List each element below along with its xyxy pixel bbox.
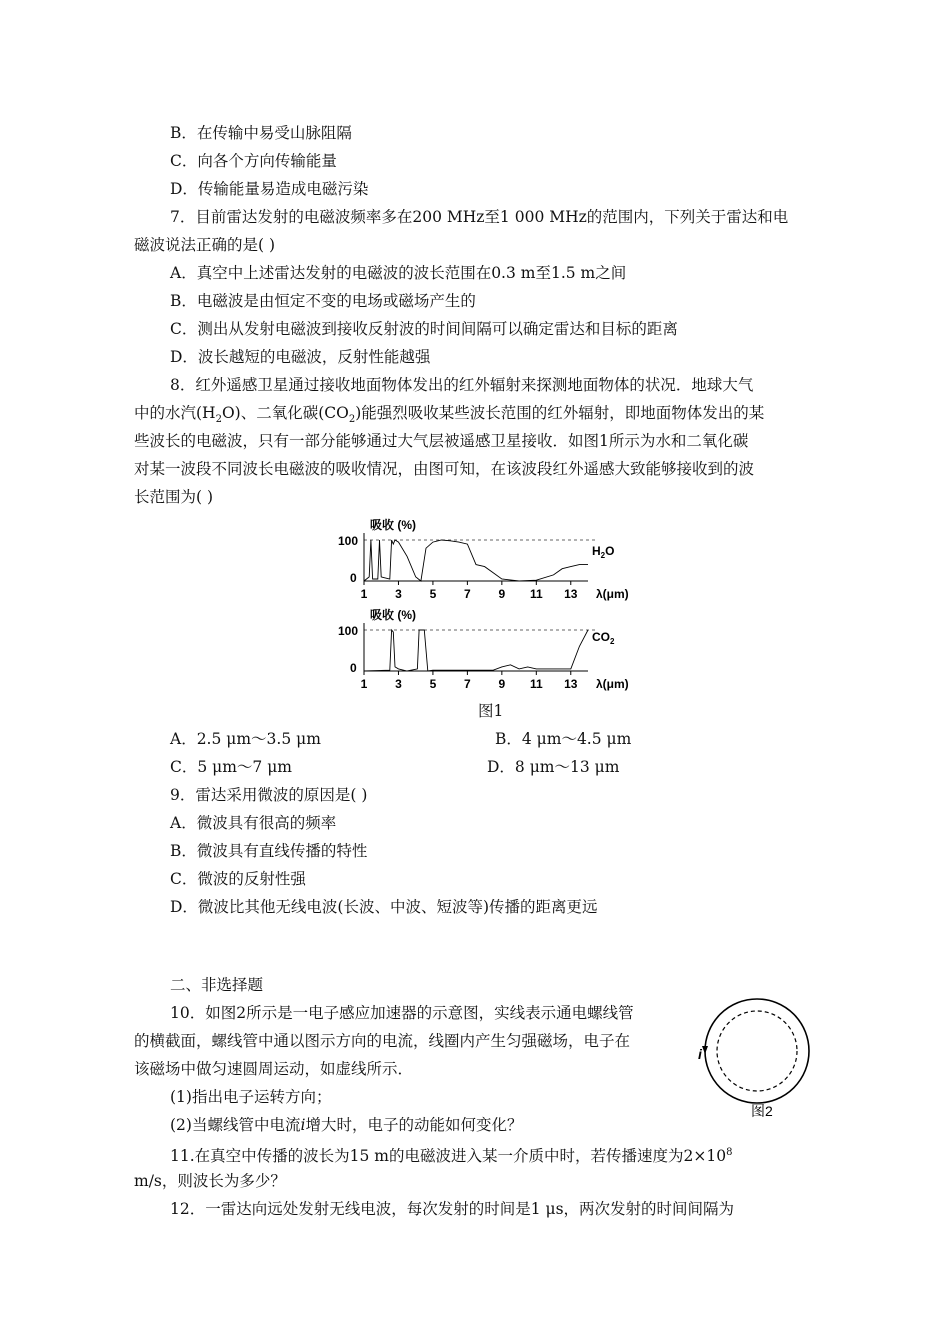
- x-tick-label: 5: [429, 587, 437, 601]
- chart-bottom-xticklabels: [361, 677, 578, 691]
- figure2-current-label: i: [698, 1046, 702, 1062]
- chart-bottom-y0: 0: [350, 661, 357, 675]
- chart-top-xlabel: λ(μm): [596, 587, 629, 601]
- q8-option-c: C．5 μm～7 μm: [170, 758, 292, 776]
- chart-bottom-co2-curve: [364, 630, 588, 671]
- q10-line1: 10．如图2所示是一电子感应加速器的示意图，实线表示通电螺线管: [170, 1004, 634, 1022]
- q7-stem-line2: 磁波说法正确的是( ): [134, 236, 276, 254]
- chart-top-series-label: $H_2O$: [592, 544, 615, 560]
- q8-stem-line3: 些波长的电磁波，只有一部分能够通过大气层被遥感卫星接收．如图1所示为水和二氧化碳: [134, 432, 749, 450]
- x-tick-label: 7: [464, 587, 471, 601]
- q11-line2: m/s，则波长为多少？: [134, 1172, 286, 1190]
- chart-bottom-y100: 100: [338, 624, 359, 638]
- q10-line2: 的横截面，螺线管中通以图示方向的电流，线圈内产生匀强磁场，电子在: [134, 1032, 631, 1050]
- figure2-caption: 图2: [751, 1103, 773, 1119]
- solenoid-outer-circle: [705, 999, 809, 1103]
- q7-option-c: C．测出从发射电磁波到接收反射波的时间间隔可以确定雷达和目标的距离: [170, 320, 678, 338]
- x-tick-label: 13: [564, 677, 578, 691]
- chart-bottom-ylabel: 吸收 (%): [370, 608, 416, 622]
- q9-option-b: B．微波具有直线传播的特性: [170, 842, 368, 860]
- q9-stem: 9．雷达采用微波的原因是( ): [170, 786, 368, 804]
- figure1-caption: 图1: [478, 702, 504, 720]
- q9-option-d: D．微波比其他无线电波(长波、中波、短波等)传播的距离更远: [170, 898, 598, 916]
- q12-line1: 12．一雷达向远处发射无线电波，每次发射的时间是1 μs，两次发射的时间间隔为: [170, 1200, 735, 1218]
- q6-option-b: B．在传输中易受山脉阻隔: [170, 124, 352, 142]
- chart-top-ylabel: 吸收 (%): [370, 518, 416, 532]
- chart-top-ticks: [364, 581, 571, 585]
- q8-option-b: B．4 μm～4.5 μm: [495, 730, 632, 748]
- q11-line1: 11.在真空中传播的波长为15 m的电磁波进入某一介质中时，若传播速度为$2\times 10^8$: [170, 1147, 733, 1166]
- x-tick-label: 5: [429, 677, 437, 691]
- q8-option-d: D．8 μm～13 μm: [487, 758, 620, 776]
- figure1-absorption-charts: [330, 515, 650, 695]
- q9-option-a: A．微波具有很高的频率: [170, 814, 337, 832]
- q6-option-d: D．传输能量易造成电磁污染: [170, 180, 369, 198]
- q6-option-c: C．向各个方向传输能量: [170, 152, 337, 170]
- chart-top-y100: 100: [338, 534, 359, 548]
- q8-stem-line1: 8．红外遥感卫星通过接收地面物体发出的红外辐射来探测地面物体的状况．地球大气: [170, 376, 754, 394]
- q8-stem-line2: 中的水汽$(H_2O)$、二氧化碳$(CO_2)$能强烈吸收某些波长范围的红外辐射，即地面物体发出的某: [134, 404, 765, 426]
- x-tick-label: 7: [464, 677, 471, 691]
- chart-bottom-xlabel: λ(μm): [596, 677, 629, 691]
- current-arrow-icon: [702, 1046, 708, 1054]
- x-tick-label: 1: [360, 587, 368, 601]
- q8-stem-line5: 长范围为( ): [134, 488, 214, 506]
- x-tick-label: 9: [498, 587, 506, 601]
- chart-top-y0: 0: [350, 571, 357, 585]
- x-tick-label: 3: [395, 587, 402, 601]
- q10-sub2: (2)当螺线管中电流i增大时，电子的动能如何变化？: [170, 1116, 523, 1134]
- x-tick-label: 3: [395, 677, 402, 691]
- x-tick-label: 11: [529, 677, 543, 691]
- x-tick-label: 11: [529, 587, 543, 601]
- section2-title: 二、非选择题: [170, 976, 264, 994]
- electron-orbit-dashed-circle: [717, 1011, 797, 1091]
- chart-bottom-series-label: $CO_2$: [592, 630, 615, 646]
- x-tick-label: 9: [498, 677, 506, 691]
- q8-stem-line4: 对某一波段不同波长电磁波的吸收情况，由图可知，在该波段红外遥感大致能够接收到的波: [134, 460, 755, 478]
- q7-stem-line1: 7．目前雷达发射的电磁波频率多在200 MHz至1 000 MHz的范围内，下列关于雷达和电: [170, 208, 789, 226]
- q10-sub1: (1)指出电子运转方向；: [170, 1088, 332, 1106]
- chart-bottom-ticks: [364, 671, 571, 675]
- chart-top-xticklabels: [361, 587, 578, 601]
- x-tick-label: 1: [360, 677, 368, 691]
- q10-line3: 该磁场中做匀速圆周运动，如虚线所示．: [134, 1060, 414, 1078]
- x-tick-label: 13: [564, 587, 578, 601]
- figure2-solenoid-diagram: [695, 996, 825, 1120]
- chart-top-h2o-curve: [364, 540, 588, 581]
- q7-option-a: A．真空中上述雷达发射的电磁波的波长范围在0.3 m至1.5 m之间: [170, 264, 627, 282]
- q7-option-b: B．电磁波是由恒定不变的电场或磁场产生的: [170, 292, 476, 310]
- q8-option-a: A．2.5 μm～3.5 μm: [170, 730, 321, 748]
- q9-option-c: C．微波的反射性强: [170, 870, 306, 888]
- q7-option-d: D．波长越短的电磁波，反射性能越强: [170, 348, 431, 366]
